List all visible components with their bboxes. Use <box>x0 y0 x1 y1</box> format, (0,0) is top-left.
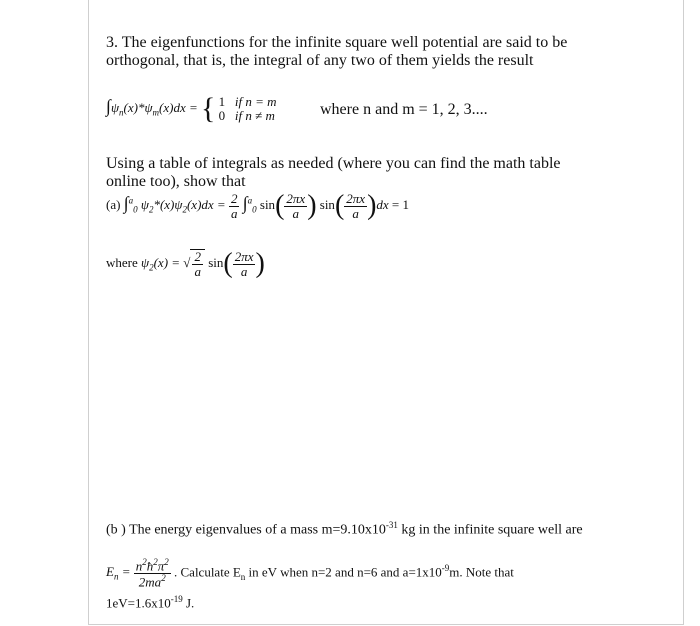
case1-condition: if n = m <box>234 94 277 109</box>
case2-value: 0 <box>218 108 226 123</box>
case1-value: 1 <box>218 94 226 109</box>
orthogonality-equation: $\int\psi_n(x)*\psi_m(x)dx$ = { 1 if n = m 0 if n ≠ m <box>106 92 277 125</box>
intro-line-1: 3. The eigenfunctions for the infinite square well potential are said to be <box>106 34 568 51</box>
ev-line-1: 1eV=1.6x10 <box>106 595 171 611</box>
ev-line-exponent: -19 <box>170 594 183 604</box>
energy-calc-sub: n <box>240 572 246 583</box>
intro-line-2: orthogonal, that is, the integral of any two of them yields the result <box>106 52 534 69</box>
part-b-text: (b ) The energy eigenvalues of a mass m=9.10x10 <box>106 522 386 538</box>
where-label: where <box>106 254 138 270</box>
energy-calc-exponent: -9 <box>441 563 450 574</box>
part-a-result: = 1 <box>391 196 410 212</box>
ev-line-2: J. <box>182 595 195 611</box>
case2-condition: if n ≠ m <box>234 108 275 123</box>
energy-calc-1: . Calculate E <box>174 564 241 580</box>
energy-calc-3: m. Note that <box>449 564 514 580</box>
part-a-label: (a) <box>106 196 121 212</box>
energy-calc-2: in eV when n=2 and n=6 and a=1x10 <box>245 564 442 580</box>
part-b-intro <box>106 520 583 539</box>
psi2-definition: where $\psi_2(x)$ = √ $\frac{2}{a}$ sin( $\frac{2\pi x}{a}$ ) <box>106 248 265 279</box>
part-b-exponent: -31 <box>385 520 398 530</box>
energy-equation: $E_n$ = $\frac{n^2ħ^2\pi^2}{2ma^2}$ . Calculate $E_n$ in eV when n=2 and n=6 and $a=1x10^{-9}m$. Note that <box>106 557 514 590</box>
using-line-2: online too), show that <box>106 173 246 190</box>
part-a-equation: (a) ∫$^a_0$ $\psi_2*(x)\psi_2(x)dx$ = $\frac{2}{a}$ ∫$^a_0$ sin( $\frac{2\pi x}{a}$ ) sin( $\frac{2\pi x}{a}$ )dx = 1 <box>106 190 410 221</box>
where-n-m: where n and m = 1, 2, 3.... <box>320 101 488 118</box>
ev-conversion <box>106 594 194 611</box>
part-b-tail: kg in the infinite square well are <box>397 522 583 538</box>
using-line-1: Using a table of integrals as needed (where you can find the math table <box>106 155 561 172</box>
